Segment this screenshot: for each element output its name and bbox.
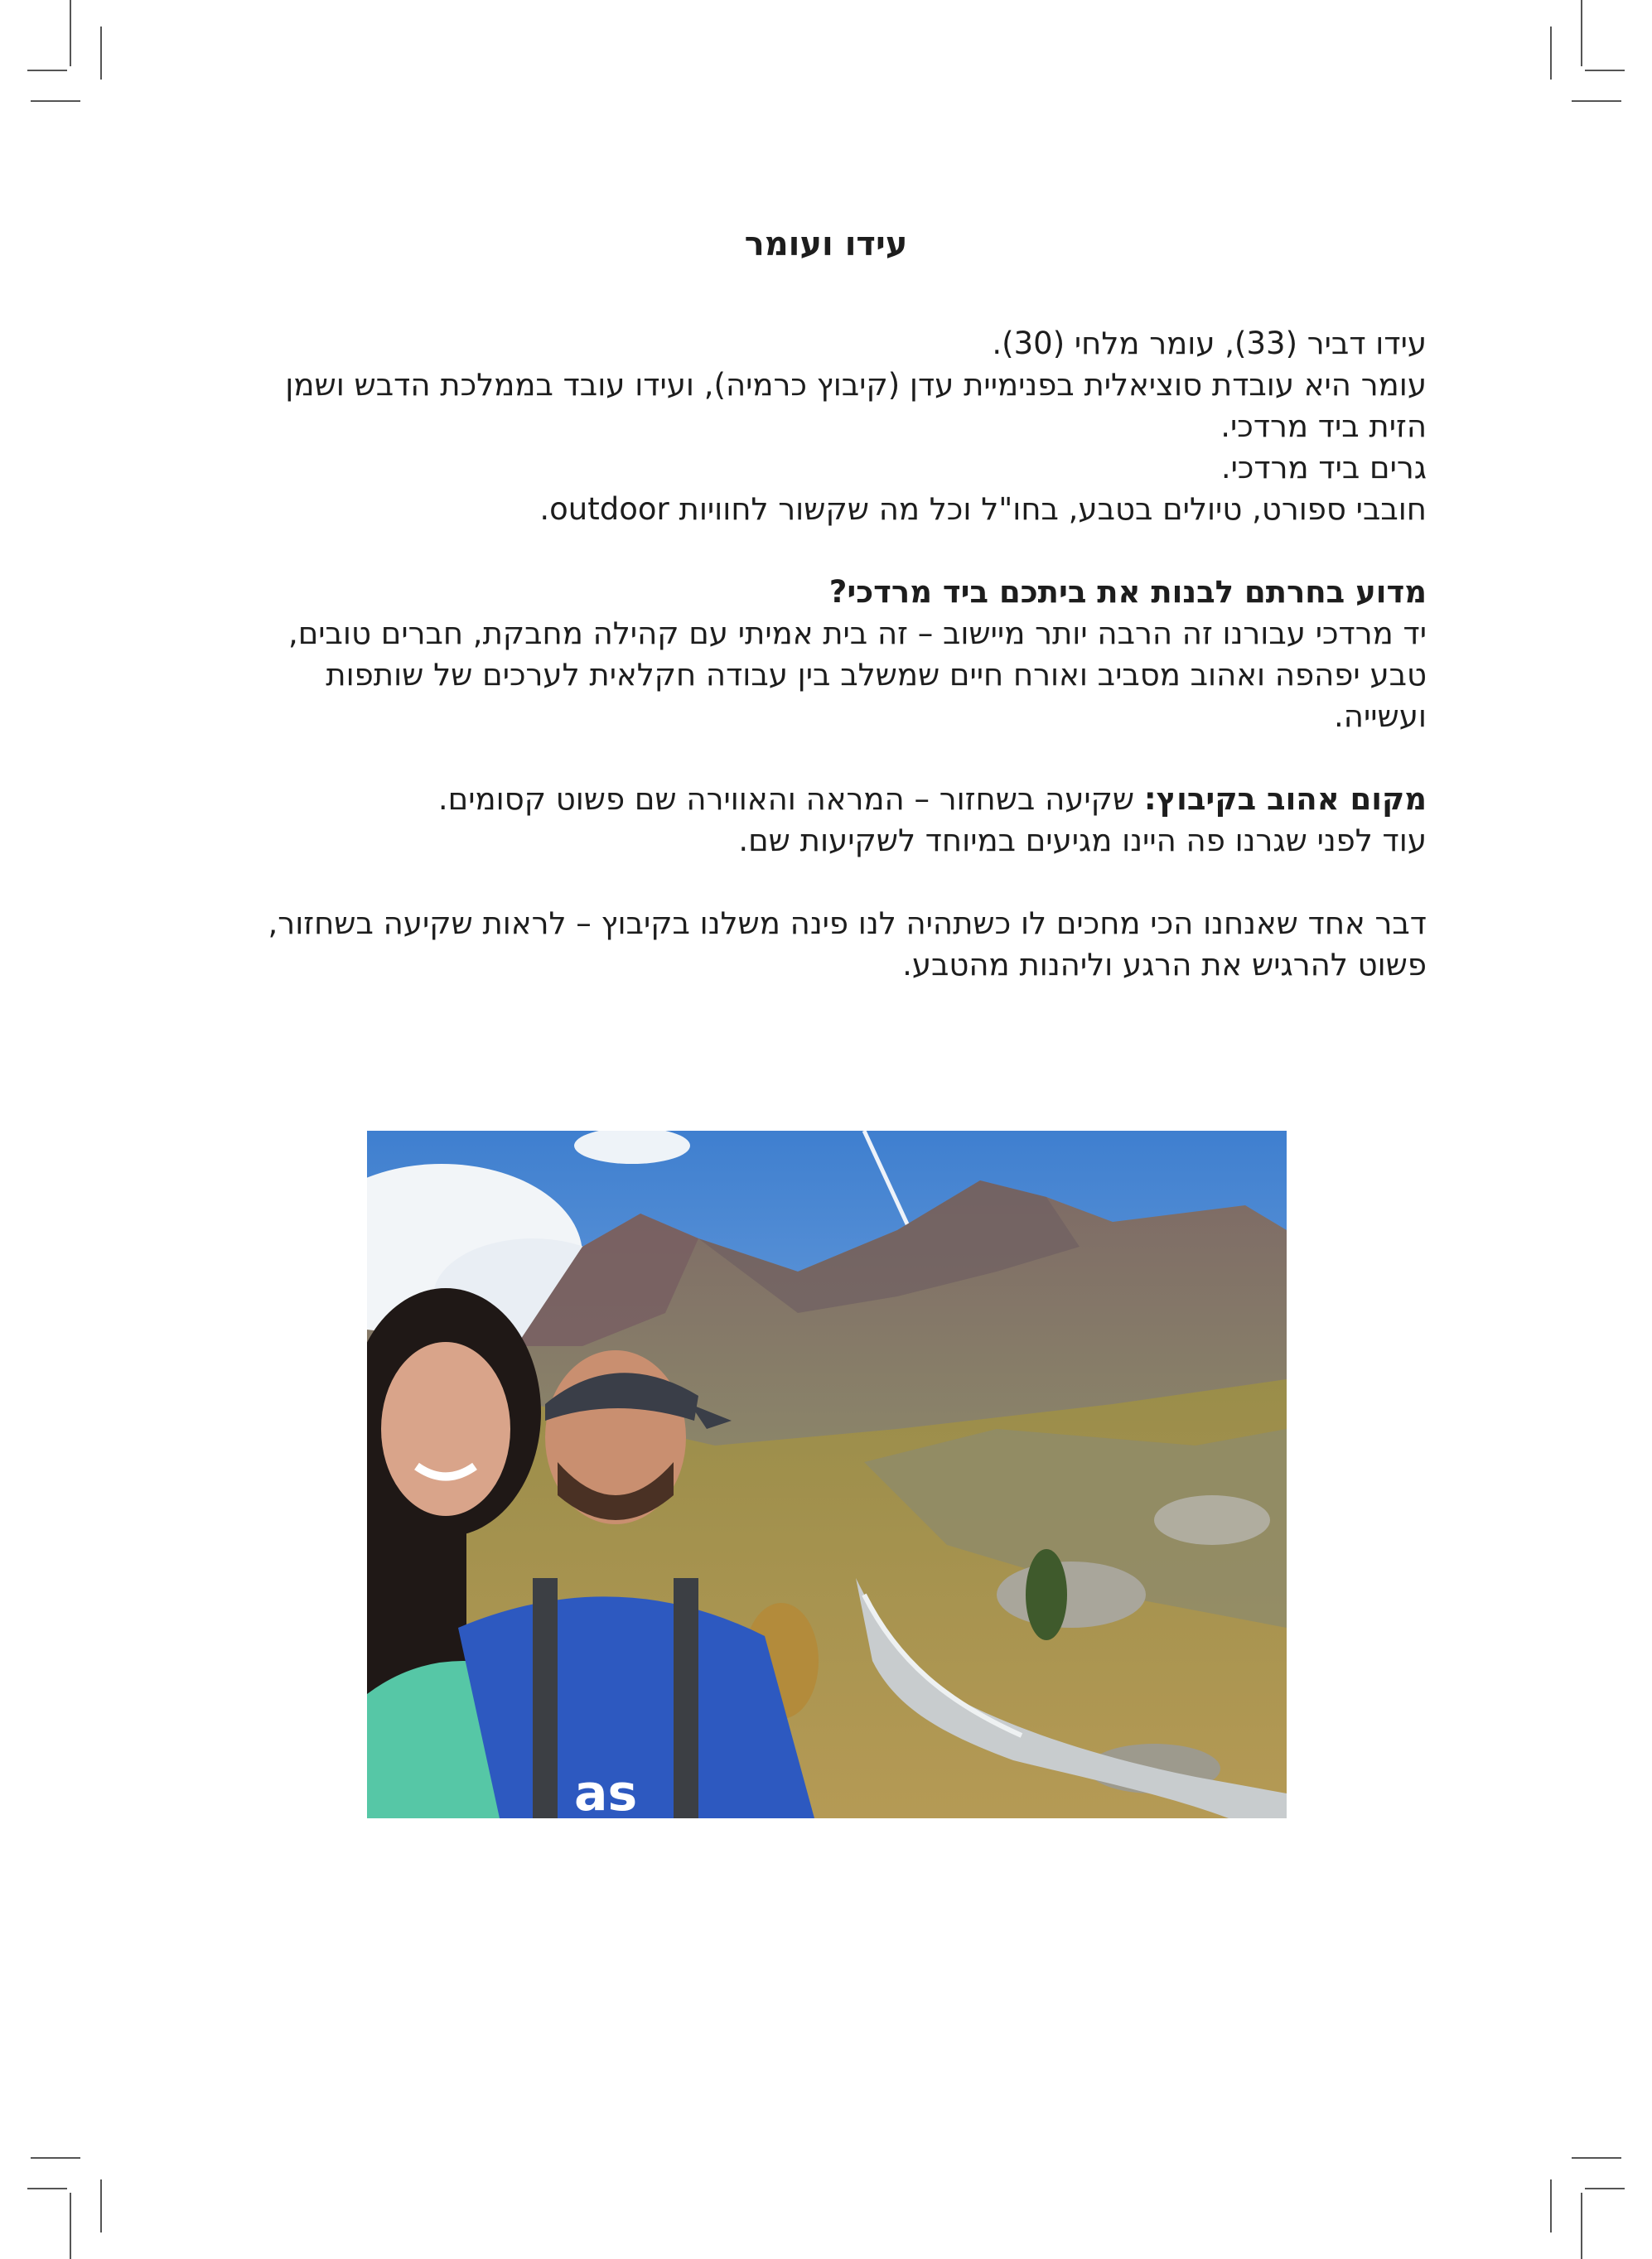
intro-line-names: עידו דביר (33), עומר מלחי (30).: [992, 326, 1427, 361]
favorite-text: שקיעה בשחזור – המראה והאווירה שם פשוט קסומים.: [437, 781, 1144, 817]
intro-line-home: גרים ביד מרדכי.: [1220, 450, 1427, 485]
page-title: עידו ועומר: [744, 225, 908, 263]
why-answer: יד מרדכי עבורנו זה הרבה יותר מיישוב – זה בית אמיתי עם קהילה מחבקת, חברים טובים, טבע יפהפה ואהוב מסביב ואורח חיים שמשלב בין עבודה חקלאית לערכים של שותפות ועשייה.: [287, 615, 1427, 734]
favorite-label: מקום אהוב בקיבוץ:: [1143, 781, 1427, 817]
intro-line-hobbies: חובבי ספורט, טיולים בטבע, בחו"ל וכל מה שקשור לחוויות outdoor.: [539, 491, 1427, 527]
favorite-place-line: [240, 779, 1427, 820]
intro-line-work: עומר היא עובדת סוציאלית בפנימיית עדן (קיבוץ כרמיה), ועידו עובד בממלכת הדבש ושמן הזית ביד מרדכי.: [285, 367, 1427, 444]
article-body: [240, 323, 1427, 986]
wish-paragraph: דבר אחד שאנחנו הכי מחכים לו כשתהיה לנו פינה משלנו בקיבוץ – לראות שקיעה בשחזור, פשוט להרגיש את הרגע וליהנות מהטבע.: [268, 905, 1427, 982]
shirt-text: as: [574, 1764, 638, 1818]
favorite-line2: עוד לפני שגרנו פה היינו מגיעים במיוחד לשקיעות שם.: [738, 823, 1427, 858]
why-question: מדוע בחרתם לבנות את ביתכם ביד מרדכי?: [828, 574, 1427, 610]
couple-photo: [367, 1131, 1287, 1818]
